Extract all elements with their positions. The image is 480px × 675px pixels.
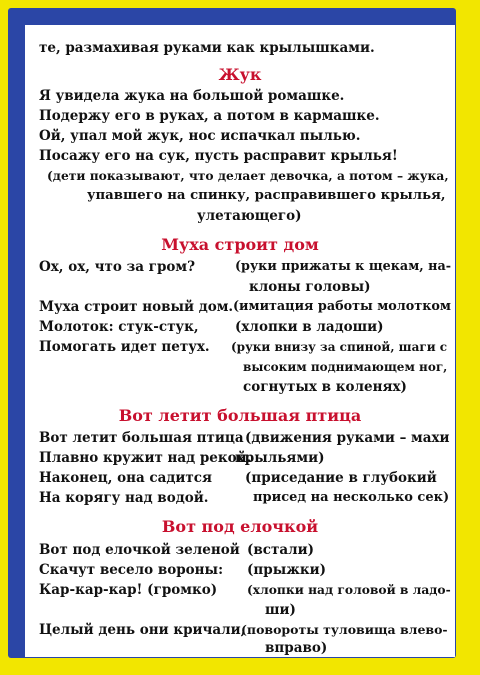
poem-line: Вот летит большая птица [39,430,244,446]
action-note: присед на несколько сек) [253,490,450,505]
poem-line: Ох, ох, что за гром? [39,259,196,275]
section-title-ptitsa: Вот летит большая птица [118,406,362,425]
action-note: (имитация работы молотком [233,299,451,314]
action-note: крыльями) [235,450,325,466]
poem-line: Ой, упал мой жук, нос испачкал пылью. [39,128,361,144]
poem-line: Кар-кар-кар! (громко) [39,582,218,598]
section-title-elochka: Вот под елочкой [161,517,319,536]
action-note: улетающего) [197,208,302,224]
action-note: согнутых в коленях) [243,379,407,395]
action-note: (встали) [247,542,315,558]
action-note: вправо) [265,640,328,656]
poem-line: Вот под елочкой зеленой [39,542,240,558]
section-title-zhuk: Жук [218,65,262,84]
poem-line: Подержу его в руках, а потом в кармашке. [39,108,380,124]
poem-line: Целый день они кричали, [39,622,246,638]
poem-line: Плавно кружит над рекой. [39,450,252,466]
action-note: ши) [265,602,296,618]
action-note: (прыжки) [247,562,327,578]
poem-line: Я увидела жука на большой ромашке. [39,88,345,104]
poem-line: Скачут весело вороны: [39,562,224,578]
poem-line: Наконец, она садится [39,470,212,486]
action-note: (руки прижаты к щекам, на- [235,259,452,274]
text-sheet [25,25,455,657]
poem-line: Помогать идет петух. [39,339,210,355]
action-note: упавшего на спинку, расправившего крылья, [87,188,446,203]
section-title-mukha: Муха строит дом [161,235,319,254]
poem-line: Муха строит новый дом. [39,299,234,315]
action-note: (руки внизу за спиной, шаги с [231,340,448,354]
poem-line: Посажу его на сук, пусть расправит крылья! [39,148,398,164]
action-note: клоны головы) [249,279,371,295]
action-note: (повороты туловища влево- [241,622,448,637]
poem-line: Молоток: стук-стук, [39,319,199,335]
action-note: (приседание в глубокий [245,470,437,486]
intro-line: те, размахивая руками как крылышками. [39,40,375,56]
action-note: (хлопки над головой в ладо- [247,582,451,597]
action-note: (дети показывают, что делает девочка, а потом – жука, [47,168,449,183]
blue-frame [8,8,456,658]
action-note: (хлопки в ладоши) [235,319,384,335]
action-note: (движения руками – махи [245,430,450,446]
poem-line: На корягу над водой. [39,490,209,506]
action-note: высоким поднимающем ног, [243,360,448,374]
